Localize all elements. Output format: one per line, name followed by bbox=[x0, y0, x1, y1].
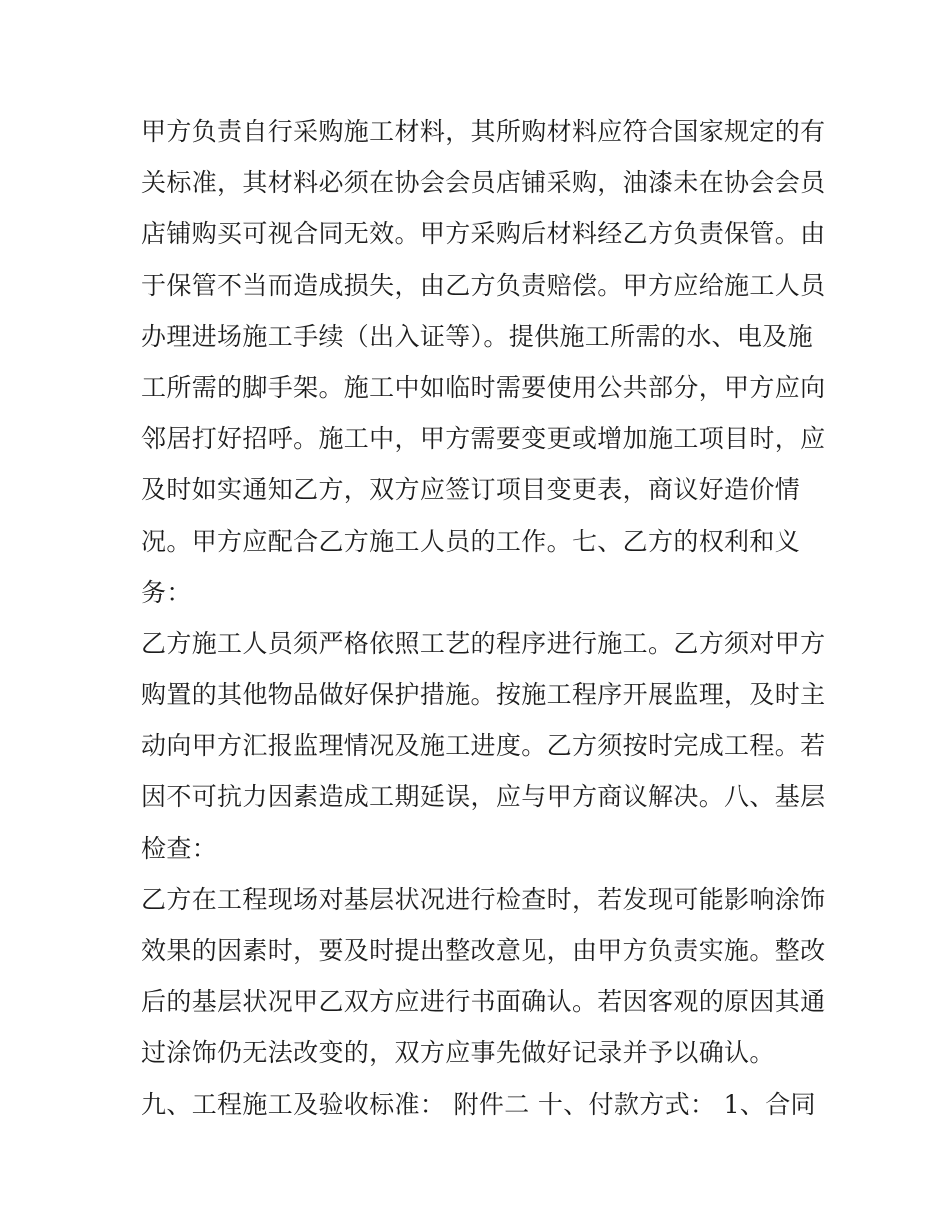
text-line: 过涂饰仍无法改变的，双方应事先做好记录并予以确认。 bbox=[141, 1038, 775, 1068]
text-line: 因不可抗力因素造成工期延误，应与甲方商议解决。八、基层 bbox=[141, 782, 826, 812]
text-line: 乙方施工人员须严格依照工艺的程序进行施工。乙方须对甲方 bbox=[141, 628, 826, 658]
text-line: 及时如实通知乙方，双方应签订项目变更表，商议好造价情 bbox=[141, 475, 801, 505]
text-line: 购置的其他物品做好保护措施。按施工程序开展监理，及时主 bbox=[141, 680, 826, 710]
text-line: 况。甲方应配合乙方施工人员的工作。七、乙方的权利和义 bbox=[141, 526, 801, 556]
text-line: 办理进场施工手续（出入证等）。提供施工所需的水、电及施 bbox=[141, 321, 813, 351]
text-line: 后的基层状况甲乙双方应进行书面确认。若因客观的原因其通 bbox=[141, 987, 826, 1017]
text-line: 店铺购买可视合同无效。甲方采购后材料经乙方负责保管。由 bbox=[141, 219, 826, 249]
text-line: 工所需的脚手架。施工中如临时需要使用公共部分，甲方应向 bbox=[141, 372, 826, 402]
contract-body-text bbox=[141, 106, 826, 1130]
text-line: 效果的因素时，要及时提出整改意见，由甲方负责实施。整改 bbox=[141, 936, 826, 965]
text-line: 九、工程施工及验收标准： 附件二 十、付款方式： 1、合同 bbox=[141, 1089, 816, 1119]
text-line: 邻居打好招呼。施工中，甲方需要变更或增加施工项目时，应 bbox=[141, 424, 826, 454]
text-line: 动向甲方汇报监理情况及施工进度。乙方须按时完成工程。若 bbox=[141, 731, 826, 761]
text-line: 甲方负责自行采购施工材料，其所购材料应符合国家规定的有 bbox=[141, 117, 826, 146]
text-line: 乙方在工程现场对基层状况进行检查时，若发现可能影响涂饰 bbox=[141, 884, 826, 914]
section-heading-tail: 检查： bbox=[141, 833, 218, 863]
text-line: 关标准，其材料必须在协会会员店铺采购，油漆未在协会会员 bbox=[141, 168, 826, 198]
text-line: 于保管不当而造成损失，由乙方负责赔偿。甲方应给施工人员 bbox=[141, 270, 826, 300]
section-heading-tail: 务： bbox=[141, 577, 192, 607]
